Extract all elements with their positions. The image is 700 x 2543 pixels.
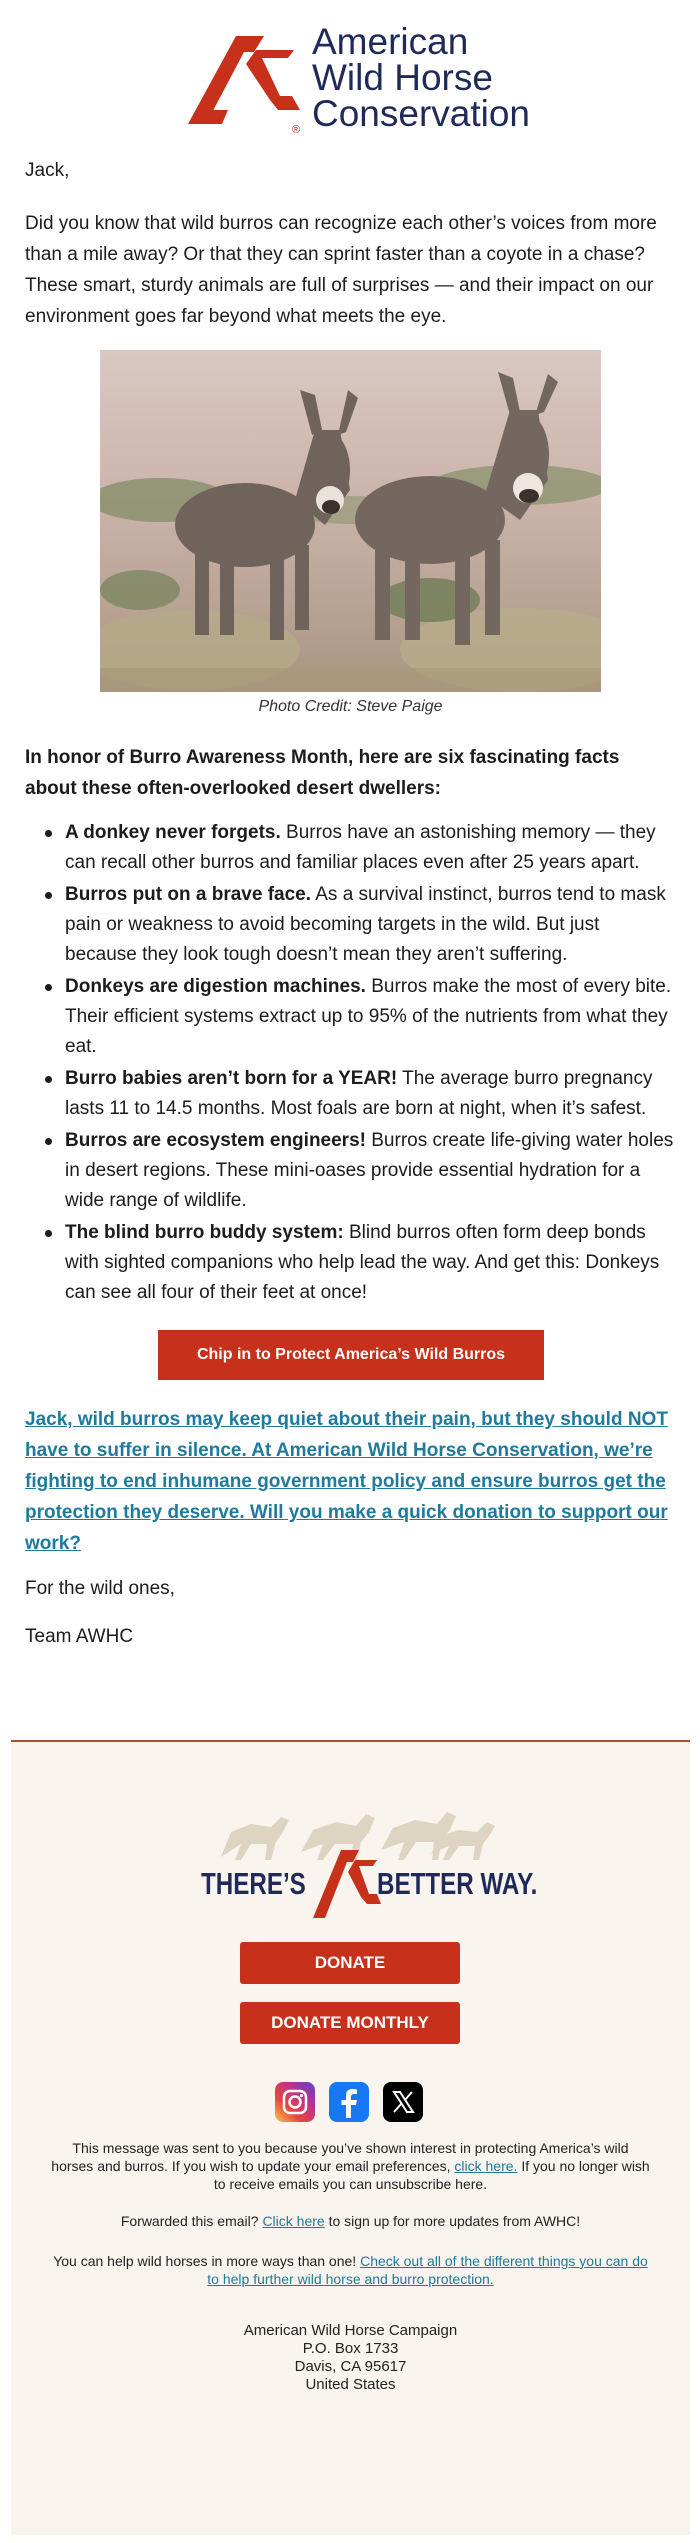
horseshoe-logo-icon [184, 24, 304, 144]
signoff: For the wild ones, [25, 1578, 175, 1599]
bullet-icon [45, 1138, 52, 1145]
tagline-right: BETTER WAY. [377, 1866, 538, 1901]
donation-appeal-link[interactable]: Jack, wild burros may keep quiet about their pain, but they should NOT have to suffer in silence. At American Wild Horse Conservation, we’re fighting to end inhumane government policy and ensure burros get the protection they deserve. Will you make a quick donation to support our work? [25, 1409, 668, 1554]
burros-image [100, 350, 601, 692]
address-org: American Wild Horse Campaign [243, 2322, 458, 2339]
bullet-icon [45, 1076, 52, 1083]
greeting: Jack, [25, 160, 70, 181]
facts-list [25, 818, 675, 1310]
footer [11, 1740, 690, 2535]
address-city: Davis, CA 95617 [294, 2358, 407, 2375]
list-item [25, 1064, 675, 1124]
fact-title: Burros put on a brave face. [65, 884, 312, 905]
horseshoe-mark-icon [311, 1842, 381, 1922]
instagram-icon[interactable] [275, 2082, 315, 2122]
forwarded-suffix: to sign up for more updates from AWHC! [328, 2213, 581, 2229]
signup-link[interactable]: Click here [262, 2213, 325, 2229]
registered-mark: ® [292, 124, 301, 136]
fact-title: Donkeys are digestion machines. [65, 976, 366, 997]
notice-text [51, 2139, 650, 2193]
preferences-link[interactable]: click here. [454, 2158, 518, 2174]
bullet-icon [45, 984, 52, 991]
logo-line-1: American [312, 21, 469, 62]
bullet-icon [45, 1230, 52, 1237]
intro-paragraph: Did you know that wild burros can recognize each other’s voices from more than a mile away? Or that they can sprint faster than a coyote in a chase? These smart, sturdy animals are full of surprises — and their impact on our environment goes far beyond what meets the eye. [25, 213, 657, 327]
facebook-icon[interactable] [329, 2082, 369, 2122]
donate-monthly-button[interactable]: DONATE MONTHLY [240, 2002, 460, 2044]
logo-wordmark [312, 21, 531, 134]
list-item [25, 880, 675, 970]
notice-tail: If you no longer wish to receive emails you can unsubscribe here. [213, 2158, 650, 2192]
fact-text: Burros make the most of every bite. Their efficient systems extract up to 95% of the nutrients from what they eat. [65, 976, 672, 1057]
list-item [25, 972, 675, 1062]
fact-title: A donkey never forgets. [65, 822, 281, 843]
mailing-address [51, 2322, 650, 2394]
photo-caption: Photo Credit: Steve Paige [258, 698, 443, 715]
fact-title: Burro babies aren’t born for a YEAR! [65, 1068, 398, 1089]
list-item [25, 818, 675, 878]
list-item [25, 1218, 675, 1308]
help-prefix: You can help wild horses in more ways than one! [53, 2253, 357, 2269]
bullet-icon [45, 892, 52, 899]
x-icon[interactable] [383, 2082, 423, 2122]
fact-text: The average burro pregnancy lasts 11 to 14.5 months. Most foals are born at night, when it’s safest. [65, 1068, 653, 1119]
social-links [275, 2082, 425, 2122]
fact-text: Burros create life-giving water holes in desert regions. These mini-oases provide essential hydration for a wide range of wildlife. [65, 1130, 674, 1211]
signature: Team AWHC [25, 1626, 134, 1647]
list-item [25, 1126, 675, 1216]
facts-heading: In honor of Burro Awareness Month, here are six fascinating facts about these often-overlooked desert dwellers: [25, 747, 620, 799]
address-box: P.O. Box 1733 [302, 2340, 399, 2357]
fact-title: Burros are ecosystem engineers! [65, 1130, 366, 1151]
help-link[interactable]: Check out all of the different things you can do to help further wild horse and burro protection. [207, 2253, 648, 2287]
fact-text: Burros have an astonishing memory — they can recall other burros and familiar places even after 25 years apart. [65, 822, 656, 873]
logo-line-2: Wild Horse [312, 57, 493, 98]
fact-text: Blind burros often form deep bonds with sighted companions who help lead the way. And get this: Donkeys can see all four of their feet at once! [65, 1222, 660, 1303]
forwarded-prefix: Forwarded this email? [120, 2213, 259, 2229]
donate-button[interactable]: DONATE [240, 1942, 460, 1984]
address-country: United States [305, 2376, 396, 2393]
fact-text: As a survival instinct, burros tend to mask pain or weakness to avoid becoming targets in the wild. But just because they look tough doesn’t mean they aren’t suffering. [65, 884, 666, 965]
tagline-logo [201, 1802, 538, 1922]
tagline-left: THERE’S [201, 1866, 306, 1901]
forwarded-text [51, 2212, 650, 2230]
bullet-icon [45, 830, 52, 837]
chip-in-button[interactable]: Chip in to Protect America’s Wild Burros [158, 1330, 544, 1380]
burros-photo [100, 350, 601, 692]
logo-line-3: Conservation [312, 93, 531, 134]
fact-title: The blind burro buddy system: [65, 1222, 344, 1243]
help-text [51, 2252, 650, 2288]
notice-body: This message was sent to you because you’ve shown interest in protecting America’s wild horses and burros. If you wish to update your email preferences, [51, 2140, 629, 2174]
awhc-logo[interactable] [184, 21, 531, 144]
